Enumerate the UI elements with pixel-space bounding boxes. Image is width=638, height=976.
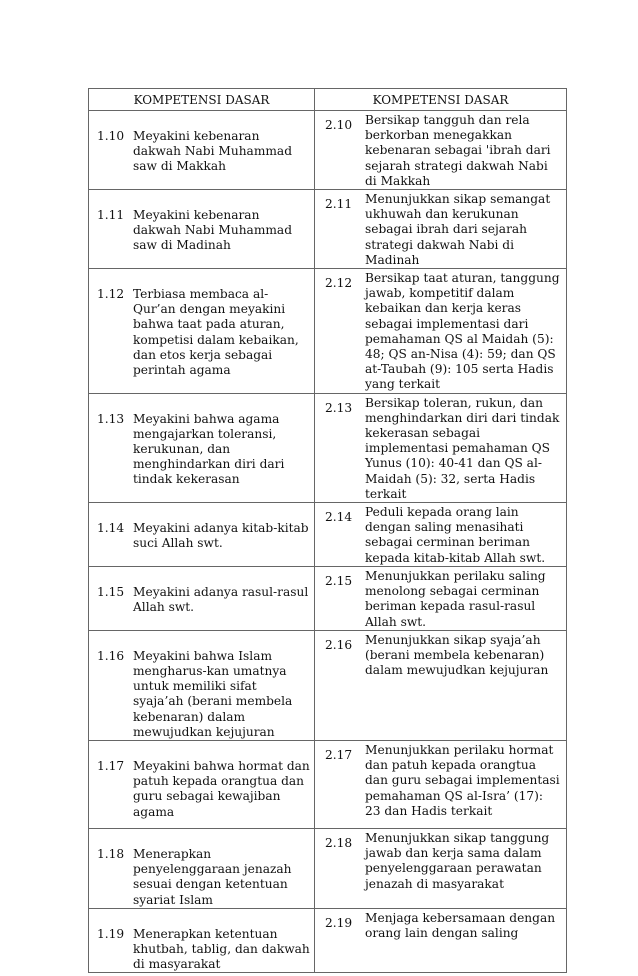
- competency-number: 1.16: [97, 648, 125, 663]
- competency-table: [88, 88, 567, 973]
- table-row: [89, 190, 567, 269]
- right-cell: [315, 269, 567, 394]
- competency-text: Menunjukkan sikap semangat ukhuwah dan kerukunan sebagai ibrah dari sejarah strategi dakwah Nabi di Madinah: [365, 192, 551, 267]
- competency-text: Meyakini adanya rasul-rasul Allah swt.: [133, 584, 309, 615]
- left-cell: [89, 269, 315, 394]
- right-cell: [315, 111, 567, 190]
- competency-text: Meyakini bahwa hormat dan patuh kepada orangtua dan guru sebagai kewajiban agama: [133, 758, 310, 819]
- competency-text: Menunjukkan sikap tanggung jawab dan kerja sama dalam penyelenggaraan perawatan jenazah di masyarakat: [365, 830, 550, 891]
- right-cell: [315, 503, 567, 567]
- competency-text: Terbiasa membaca al-Qur’an dengan meyakini bahwa taat pada aturan, kompetisi dalam kebaikan, dan etos kerja sebagai perintah agama: [133, 287, 299, 378]
- right-cell: [315, 828, 567, 908]
- competency-number: 1.12: [97, 287, 125, 302]
- table-row: [89, 630, 567, 740]
- left-cell: [89, 393, 315, 502]
- competency-number: 2.17: [325, 747, 353, 762]
- table-row: [89, 503, 567, 567]
- table-row: [89, 111, 567, 190]
- left-cell: [89, 190, 315, 269]
- competency-text: Bersikap tangguh dan rela berkorban menegakkan kebenaran sebagai 'ibrah dari sejarah strategi dakwah Nabi di Makkah: [365, 113, 551, 188]
- competency-text: Meyakini kebenaran dakwah Nabi Muhammad saw di Madinah: [133, 208, 293, 253]
- competency-number: 2.18: [325, 835, 353, 850]
- competency-text: Meyakini kebenaran dakwah Nabi Muhammad saw di Makkah: [133, 129, 293, 174]
- right-cell: [315, 740, 567, 828]
- competency-text: Meyakini bahwa Islam mengharus-kan umatnya untuk memiliki sifat syaja’ah (berani membela kebenaran) dalam mewujudkan kejujuran: [133, 648, 293, 739]
- left-cell: [89, 630, 315, 740]
- competency-number: 2.16: [325, 637, 353, 652]
- table-row: [89, 740, 567, 828]
- competency-number: 2.19: [325, 915, 353, 930]
- competency-number: 1.15: [97, 584, 125, 599]
- competency-number: 2.10: [325, 118, 353, 132]
- competency-number: 2.12: [325, 276, 353, 291]
- competency-text: Bersikap toleran, rukun, dan menghindarkan diri dari tindak kekerasan sebagai implementasi pemahaman QS Yunus (10): 40-41 dan QS al-Maidah (5): 32, serta Hadis terkait: [365, 395, 560, 501]
- table-row: [89, 828, 567, 908]
- competency-text: Bersikap taat aturan, tanggung jawab, kompetitif dalam kebaikan dan kerja keras sebagai implementasi dari pemahaman QS al Maidah (5): 48; QS an-Nisa (4): 59; dan QS at-Taubah (9): 105 serta Hadis yang terkait: [365, 271, 560, 392]
- competency-number: 2.15: [325, 573, 353, 588]
- right-cell: [315, 630, 567, 740]
- left-cell: [89, 503, 315, 567]
- header-left: KOMPETENSI DASAR: [89, 89, 315, 111]
- competency-text: Menerapkan penyelenggaraan jenazah sesuai dengan ketentuan syariat Islam: [133, 846, 292, 907]
- competency-text: Menjaga kebersamaan dengan orang lain dengan saling: [365, 910, 556, 940]
- competency-number: 2.13: [325, 400, 353, 415]
- header-right: KOMPETENSI DASAR: [315, 89, 567, 111]
- left-cell: [89, 908, 315, 973]
- competency-number: 1.19: [97, 926, 125, 941]
- left-cell: [89, 111, 315, 190]
- right-cell: [315, 908, 567, 973]
- competency-text: Peduli kepada orang lain dengan saling menasihati sebagai cerminan beriman kepada kitab-kitab Allah swt.: [365, 505, 546, 565]
- table-row: [89, 566, 567, 630]
- left-cell: [89, 828, 315, 908]
- competency-number: 2.14: [325, 510, 353, 525]
- left-cell: [89, 566, 315, 630]
- table-row: [89, 393, 567, 502]
- competency-text: Menunjukkan perilaku saling menolong sebagai cerminan beriman kepada rasul-rasul Allah swt.: [365, 568, 546, 629]
- competency-number: 1.14: [97, 521, 125, 536]
- competency-number: 1.13: [97, 411, 125, 426]
- competency-text: Menunjukkan sikap syaja’ah (berani membela kebenaran) dalam mewujudkan kejujuran: [365, 632, 549, 678]
- table-header-row: [89, 89, 567, 111]
- competency-text: Menunjukkan perilaku hormat dan patuh kepada orangtua dan guru sebagai implementasi pemahaman QS al-Isra’ (17): 23 dan Hadis terkait: [365, 742, 560, 818]
- competency-number: 2.11: [325, 197, 353, 212]
- competency-text: Menerapkan ketentuan khutbah, tablig, dan dakwah di masyarakat: [133, 926, 310, 972]
- right-cell: [315, 566, 567, 630]
- competency-number: 1.18: [97, 846, 125, 861]
- right-cell: [315, 393, 567, 502]
- table-row: [89, 908, 567, 973]
- right-cell: [315, 190, 567, 269]
- table-row: [89, 269, 567, 394]
- competency-number: 1.10: [97, 129, 125, 143]
- competency-text: Meyakini bahwa agama mengajarkan toleransi, kerukunan, dan menghindarkan diri dari tindak kekerasan: [133, 411, 285, 487]
- left-cell: [89, 740, 315, 828]
- competency-number: 1.11: [97, 208, 125, 223]
- competency-text: Meyakini adanya kitab-kitab suci Allah swt.: [133, 521, 309, 551]
- competency-number: 1.17: [97, 758, 125, 773]
